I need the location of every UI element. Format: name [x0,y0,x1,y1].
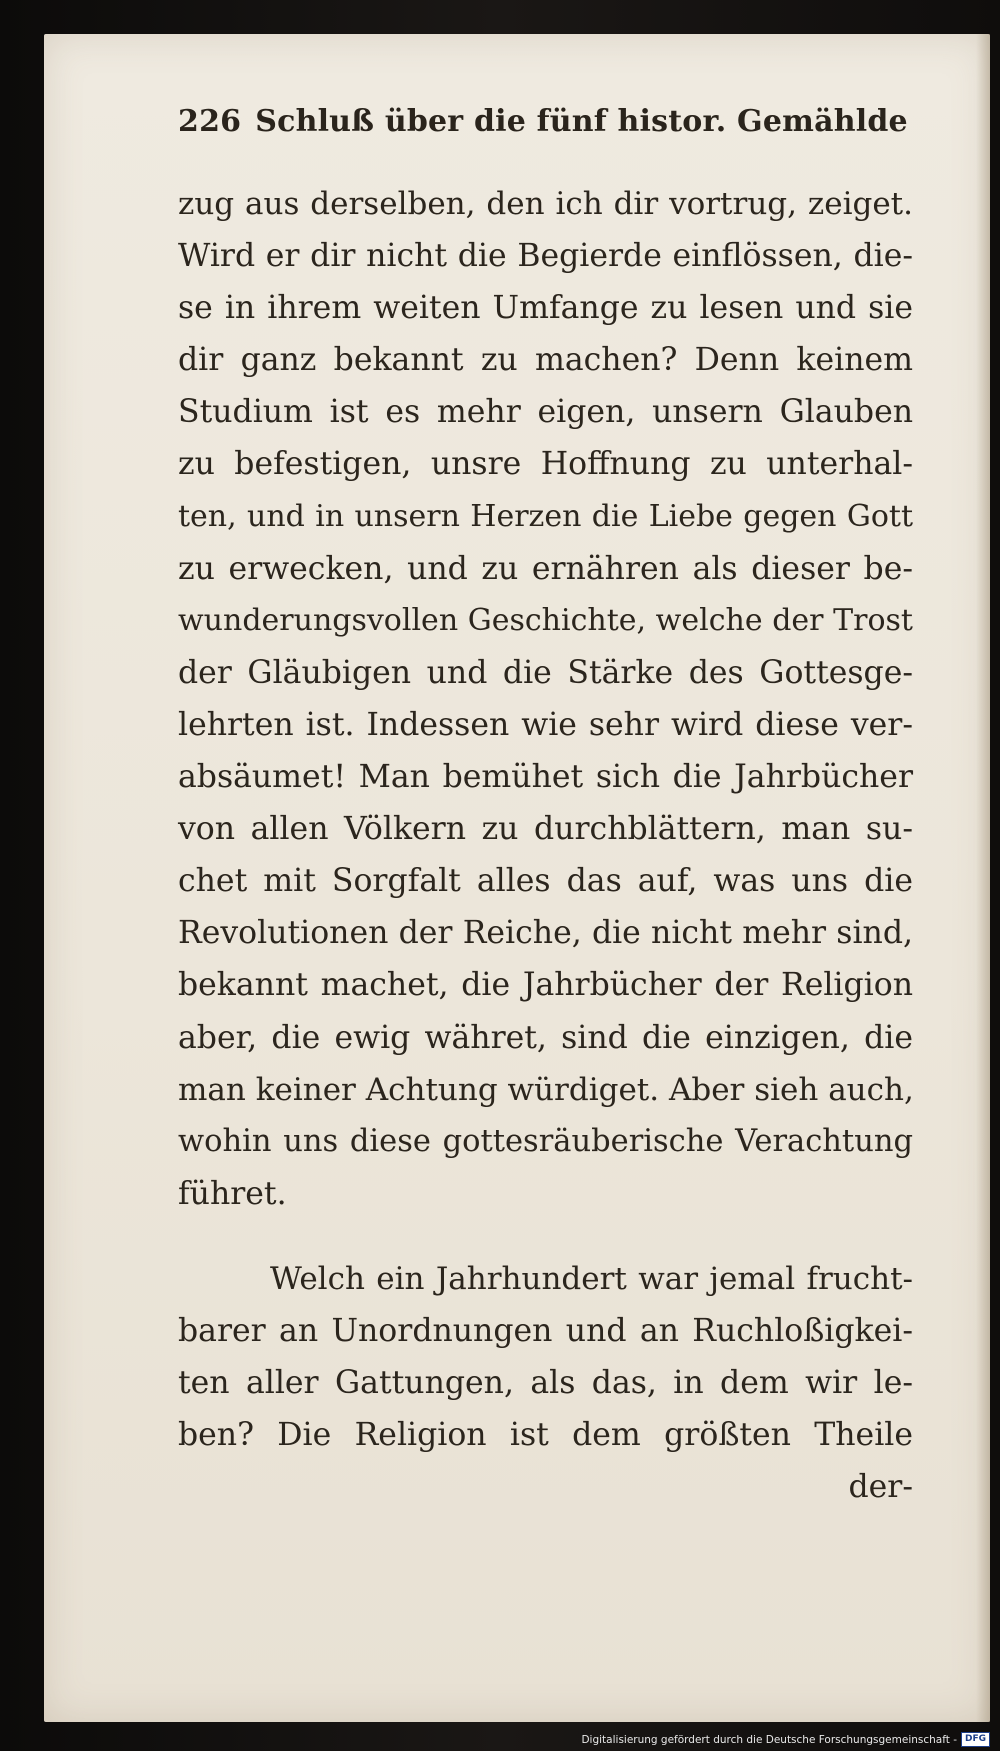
text-line: Revolutionen der Reiche, die nicht mehr sind, [178,915,913,952]
text-line: ben? Die Religion ist dem größten Theile [178,1417,913,1454]
text-line: Studium ist es mehr eigen, unsern Glauben [178,394,913,431]
credit-text: Digitalisierung gefördert durch die Deutsche Forschungsgemeinschaft - [581,1733,957,1746]
digitization-credit [581,1732,990,1747]
text-line: barer an Unordnungen und an Ruchloßigkei- [178,1312,913,1349]
text-line: wohin uns diese gottesräuberische Verachtung [178,1123,913,1159]
text-line: se in ihrem weiten Umfange zu lesen und sie [178,290,913,327]
body-text [178,178,913,1513]
text-line: absäumet! Man bemühet sich die Jahrbücher [178,759,913,796]
paragraph-gap [178,1220,913,1253]
page-edge-shadow [976,34,990,1722]
text-line: Welch ein Jahrhundert war jemal frucht- [270,1260,913,1297]
text-line: der Gläubigen und die Stärke des Gottesge- [178,654,913,691]
running-head-title: Schluß über die fünf histor. Gemählde [255,104,908,139]
text-line: bekannt machet, die Jahrbücher der Religion [178,967,913,1004]
text-line: zug aus derselben, den ich dir vortrug, zeiget. [178,186,913,222]
catchword: der- [848,1469,913,1506]
text-line: lehrten ist. Indessen wie sehr wird diese ver- [178,706,913,743]
text-line: ten, und in unsern Herzen die Liebe gegen Gott [178,498,913,534]
text-line: dir ganz bekannt zu machen? Denn keinem [178,342,913,379]
text-line: wunderungsvollen Geschichte, welche der Trost [178,602,913,638]
text-line: zu erwecken, und zu ernähren als dieser be- [178,550,913,587]
text-line: von allen Völkern zu durchblättern, man su- [178,811,913,848]
text-line: führet. [178,1175,287,1212]
text-line: zu befestigen, unsre Hoffnung zu unterhal- [178,446,913,483]
text-line: ten aller Gattungen, als das, in dem wir le- [178,1365,913,1402]
dfg-logo: DFG [961,1732,990,1747]
running-head [178,104,908,139]
page-number: 226 [178,104,242,139]
text-line: chet mit Sorgfalt alles das auf, was uns die [178,863,913,900]
text-line: man keiner Achtung würdiget. Aber sieh auch, [178,1071,914,1108]
text-line: aber, die ewig währet, sind die einzigen, die [178,1019,913,1056]
text-line: Wird er dir nicht die Begierde einflössen, die- [178,238,913,275]
